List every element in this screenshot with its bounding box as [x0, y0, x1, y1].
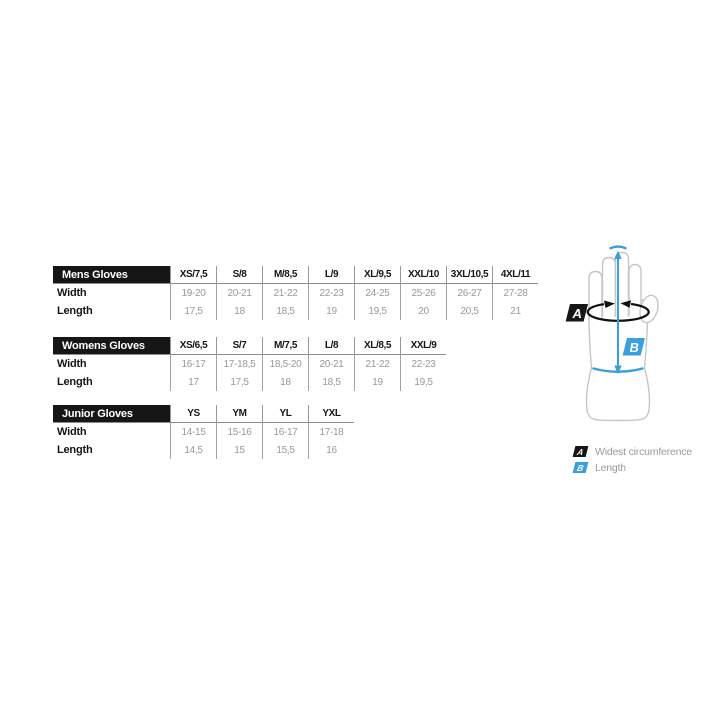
glove-finger-4 [629, 265, 641, 316]
size-header-cell: YL [262, 405, 308, 423]
value-cell: 16-17 [262, 423, 308, 441]
legend-item-b [574, 460, 692, 475]
value-cell: 17,5 [216, 373, 262, 391]
value-cell: 20-21 [308, 355, 354, 373]
value-cell: 15-16 [216, 423, 262, 441]
value-cell: 18 [262, 373, 308, 391]
size-header-cell: XS/7,5 [170, 266, 216, 284]
value-cell: 19 [354, 373, 400, 391]
size-header-cell: XL/8,5 [354, 337, 400, 355]
table-title-cell: Womens Gloves [53, 337, 170, 355]
table-title-cell: Junior Gloves [53, 405, 170, 423]
row-label-cell: Length [57, 444, 93, 456]
value-cell: 18 [216, 302, 262, 320]
size-header-cell: XXL/9 [400, 337, 446, 355]
value-cell: 17-18 [308, 423, 354, 441]
value-cell: 26-27 [446, 284, 492, 302]
value-cell: 17 [170, 373, 216, 391]
glove-measurement-illustration [560, 242, 680, 438]
value-cell: 24-25 [354, 284, 400, 302]
value-cell: 21-22 [262, 284, 308, 302]
size-header-cell: L/8 [308, 337, 354, 355]
size-header-cell: M/8,5 [262, 266, 308, 284]
value-cell: 20 [400, 302, 446, 320]
svg-text:A: A [572, 305, 582, 321]
svg-text:B: B [629, 339, 639, 355]
value-cell: 27-28 [492, 284, 538, 302]
value-cell: 17,5 [170, 302, 216, 320]
row-label-cell: Length [57, 305, 93, 317]
size-header-cell: M/7,5 [262, 337, 308, 355]
glove-finger-1 [589, 272, 602, 321]
value-cell: 22-23 [400, 355, 446, 373]
value-cell: 18,5-20 [262, 355, 308, 373]
value-cell: 20,5 [446, 302, 492, 320]
legend-b-label: Length [595, 461, 626, 474]
row-label-cell: Width [57, 287, 87, 299]
value-cell: 16 [308, 441, 354, 459]
size-header-cell: YM [216, 405, 262, 423]
value-cell: 20-21 [216, 284, 262, 302]
value-cell: 21 [492, 302, 538, 320]
size-table-junior [53, 405, 354, 459]
value-cell: 15,5 [262, 441, 308, 459]
size-table-mens [53, 266, 538, 320]
value-cell: 25-26 [400, 284, 446, 302]
legend-b-badge: B [573, 462, 589, 473]
size-header-cell: XS/6,5 [170, 337, 216, 355]
table-title-cell: Mens Gloves [53, 266, 170, 284]
value-cell: 21-22 [354, 355, 400, 373]
value-cell: 15 [216, 441, 262, 459]
size-header-cell: YS [170, 405, 216, 423]
value-cell: 22-23 [308, 284, 354, 302]
size-header-cell: S/8 [216, 266, 262, 284]
size-header-cell: 3XL/10,5 [446, 266, 492, 284]
row-label-cell: Width [57, 426, 87, 438]
size-header-cell: L/9 [308, 266, 354, 284]
row-label-cell: Length [57, 376, 93, 388]
legend-item-a [574, 444, 692, 459]
fingertip-mark [611, 247, 626, 249]
glove-finger-2 [603, 258, 616, 318]
value-cell: 14-15 [170, 423, 216, 441]
size-header-cell: 4XL/11 [492, 266, 538, 284]
value-cell: 19,5 [354, 302, 400, 320]
value-cell: 19-20 [170, 284, 216, 302]
size-table-womens [53, 337, 446, 391]
measure-a-badge [566, 304, 588, 322]
value-cell: 18,5 [308, 373, 354, 391]
size-header-cell: XL/9,5 [354, 266, 400, 284]
value-cell: 16-17 [170, 355, 216, 373]
legend-a-label: Widest circumference [595, 445, 692, 458]
legend-a-badge: A [573, 446, 589, 457]
size-header-cell: S/7 [216, 337, 262, 355]
size-header-cell: YXL [308, 405, 354, 423]
row-label-cell: Width [57, 358, 87, 370]
measurement-legend [574, 444, 692, 476]
value-cell: 18,5 [262, 302, 308, 320]
value-cell: 17-18,5 [216, 355, 262, 373]
value-cell: 19,5 [400, 373, 446, 391]
size-header-cell: XXL/10 [400, 266, 446, 284]
value-cell: 14,5 [170, 441, 216, 459]
value-cell: 19 [308, 302, 354, 320]
